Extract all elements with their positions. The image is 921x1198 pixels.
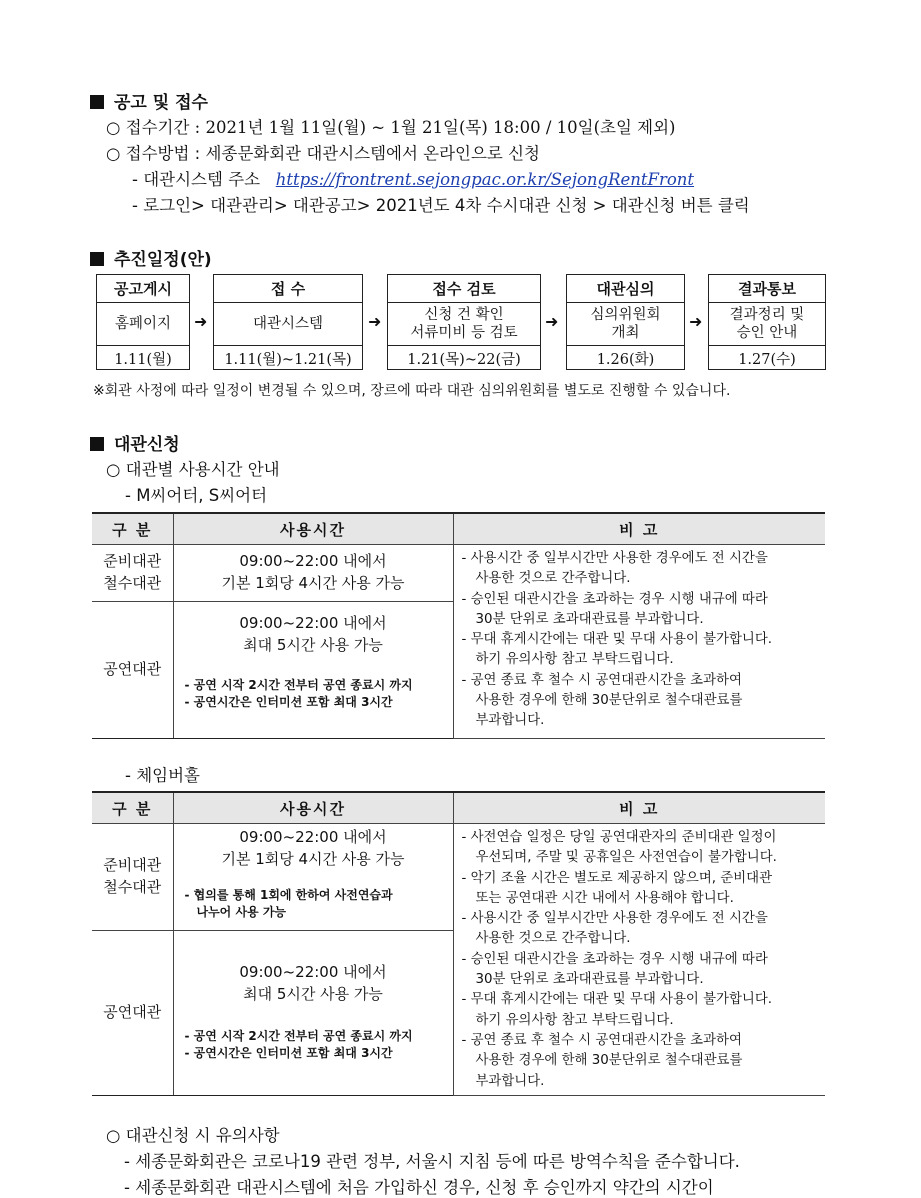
table-row: 공연대관 09:00~22:00 내에서 최대 5시간 사용 가능 - 공연 시작 2시간 전부터 공연 종료시 까지 - 공연시간은 인터미션 포함 최대 3시간	[92, 931, 825, 1096]
schedule-step-result: 결과통보 결과정리 및 승인 안내 1.27(수)	[708, 274, 826, 370]
table-row: 공연대관 09:00~22:00 내에서 최대 5시간 사용 가능 - 공연 시작 2시간 전부터 공연 종료시 까지 - 공연시간은 인터미션 포함 최대 3시간	[92, 602, 825, 739]
square-bullet-icon	[90, 95, 104, 109]
notes-cell: - 사용시간 중 일부시간만 사용한 경우에도 전 시간을 사용한 것으로 간주합니다. - 승인된 대관시간을 초과하는 경우 시행 내규에 따라 30분 단위로 초과대관료를 부과합니다. - 무대 휴게시간에는 대관 및 무대 사용이 불가합니다. 하기 유의사항 참고 부탁드립니다. - 공연 종료 후 철수 시 공연대관시간을 초과하여 사용한 경우에 한해 30분단위로 철수대관료를 부과합니다.	[453, 545, 825, 739]
table-row: 준비대관 철수대관 09:00~22:00 내에서 기본 1회당 4시간 사용 가능 - 사용시간 중 일부시간만 사용한 경우에도 전 시간을 사용한 것으로 간주합니다. - 승인된 대관시간을 초과하는 경우 시행 내규에 따라 30분 단위로 초과대관료를 부과합니다. - 무대 휴게시간에는 대관 및 무대 사용이 불가합니다. 하기 유의사항 참고 부탁드립니다. - 공연 종료 후 철수 시 공연대관시간을 초과하여 사용한 경우에 한해 30분단위로 철수대관료를 부과합니다.	[92, 545, 825, 602]
table-row: 준비대관 철수대관 09:00~22:00 내에서 기본 1회당 4시간 사용 가능 - 협의를 통해 1회에 한하여 사전연습과 나누어 사용 가능 - 사전연습 일정은 당일 공연대관자의 준비대관 일정이 우선되며, 주말 및 공휴일은 사전연습이 불가합니다. - 악기 조율 시간은 별도로 제공하지 않으며, 준비대관 또는 공연대관 시간 내에서 사용해야 합니다. - 사용시간 중 일부시간만 사용한 경우에도 전 시간을 사용한 것으로 간주합니다. - 승인된 대관시간을 초과하는 경우 시행 내규에 따라 30분 단위로 초과대관료를 부과합니다. - 무대 휴게시간에는 대관 및 무대 사용이 불가합니다. 하기 유의사항 참고 부탁드립니다. - 공연 종료 후 철수 시 공연대관시간을 초과하여 사용한 경우에 한해 30분단위로 철수대관료를 부과합니다.	[92, 824, 825, 931]
arrow-icon: ➜	[689, 312, 703, 331]
system-address-link[interactable]: https://frontrent.sejongpac.or.kr/SejongRentFront	[275, 170, 695, 189]
schedule-step-review: 접수 검토 신청 건 확인 서류미비 등 검토 1.21(목)~22(금)	[387, 274, 541, 370]
notice-line-2: - 세종문화회관 대관시스템에 처음 가입하신 경우, 신청 후 승인까지 약간의 시간이	[124, 1178, 714, 1197]
schedule-step-receipt: 접 수 대관시스템 1.11(월)~1.21(목)	[213, 274, 363, 370]
table-header-row: 구 분 사용시간 비 고	[92, 792, 825, 824]
schedule-step-deliberation: 대관심의 심의위원회 개최 1.26(화)	[566, 274, 685, 370]
schedule-footnote: ※회관 사정에 따라 일정이 변경될 수 있으며, 장르에 따라 대관 심의위원회를 별도로 진행할 수 있습니다.	[93, 383, 731, 399]
notice-line-1: - 세종문화회관은 코로나19 관련 정부, 서울시 지침 등에 따른 방역수칙을 준수합니다.	[124, 1152, 740, 1171]
section-title-schedule: 추진일정(안)	[90, 245, 212, 270]
usage-table-theater	[92, 512, 825, 739]
application-method: ○ 접수방법 : 세종문화회관 대관시스템에서 온라인으로 신청	[106, 144, 540, 163]
application-period: ○ 접수기간 : 2021년 1월 11일(월) ~ 1월 21일(목) 18:00 / 10일(초일 제외)	[106, 118, 676, 137]
arrow-icon: ➜	[194, 312, 208, 331]
system-address-line: - 대관시스템 주소 https://frontrent.sejongpac.or.kr/SejongRentFront	[132, 170, 695, 189]
notes-cell: - 사전연습 일정은 당일 공연대관자의 준비대관 일정이 우선되며, 주말 및 공휴일은 사전연습이 불가합니다. - 악기 조율 시간은 별도로 제공하지 않으며, 준비대관 또는 공연대관 시간 내에서 사용해야 합니다. - 사용시간 중 일부시간만 사용한 경우에도 전 시간을 사용한 것으로 간주합니다. - 승인된 대관시간을 초과하는 경우 시행 내규에 따라 30분 단위로 초과대관료를 부과합니다. - 무대 휴게시간에는 대관 및 무대 사용이 불가합니다. 하기 유의사항 참고 부탁드립니다. - 공연 종료 후 철수 시 공연대관시간을 초과하여 사용한 경우에 한해 30분단위로 철수대관료를 부과합니다.	[453, 824, 825, 1096]
application-path: - 로그인> 대관관리> 대관공고> 2021년도 4차 수시대관 신청 > 대관신청 버튼 클릭	[132, 196, 750, 215]
square-bullet-icon	[90, 437, 104, 451]
venue-label-m-s: - M씨어터, S씨어터	[125, 486, 268, 505]
section-title-notice: 공고 및 접수	[90, 88, 208, 113]
arrow-icon: ➜	[545, 312, 559, 331]
application-notes-title: ○ 대관신청 시 유의사항	[106, 1126, 280, 1145]
usage-table-chamber	[92, 791, 825, 1096]
section-title-application: 대관신청	[90, 430, 180, 455]
square-bullet-icon	[90, 252, 104, 266]
table-header-row: 구 분 사용시간 비 고	[92, 513, 825, 545]
arrow-icon: ➜	[368, 312, 382, 331]
usage-time-guide: ○ 대관별 사용시간 안내	[106, 460, 280, 479]
venue-label-chamber: - 체임버홀	[125, 766, 200, 785]
schedule-step-notice: 공고게시 홈페이지 1.11(월)	[96, 274, 190, 370]
